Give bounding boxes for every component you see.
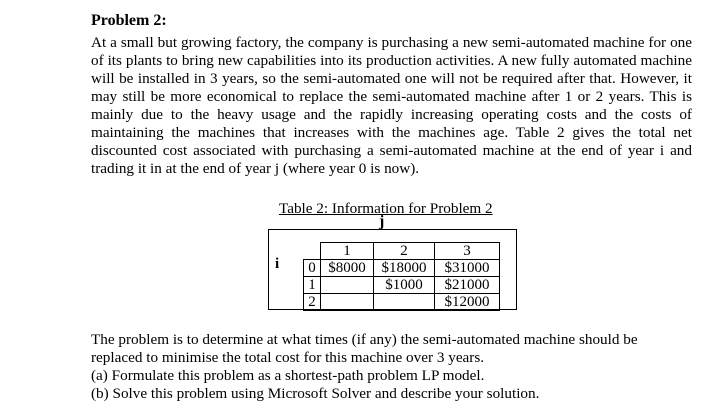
row-axis-label: i <box>275 256 280 272</box>
table-row <box>304 294 500 311</box>
table-cell: $31000 <box>435 260 500 277</box>
table-corner-cell <box>304 243 321 260</box>
table-cell: $18000 <box>374 260 435 277</box>
table-cell <box>321 277 374 294</box>
row-header: 0 <box>304 260 321 277</box>
table-cell: $8000 <box>321 260 374 277</box>
table-cell: $12000 <box>435 294 500 311</box>
table-caption: Table 2: Information for Problem 2 <box>279 200 493 217</box>
table-cell: $21000 <box>435 277 500 294</box>
problem-description: At a small but growing factory, the company is purchasing a new semi-automated machine for one of its plants to bring new capabilities into its production activities. A new fully automated machine will be installed in 3 years, so the semi-automated one will not be required after that. However, it may still be more economical to replace the semi-automated machine after 1 or 2 years. This is mainly due to the heavy usage and the rapidly increasing operating costs and the costs of maintaining the machines that increases with the machines age. Table 2 gives the total net discounted cost associated with purchasing a semi-automated machine at the end of year i and trading it in at the end of year j (where year 0 is now). <box>91 34 692 177</box>
column-axis-label: j <box>379 213 385 230</box>
table-cell <box>374 294 435 311</box>
problem-title: Problem 2: <box>91 12 167 29</box>
column-header: 1 <box>321 243 374 260</box>
row-header: 1 <box>304 277 321 294</box>
column-header: 2 <box>374 243 435 260</box>
cost-table <box>303 242 500 311</box>
row-header: 2 <box>304 294 321 311</box>
question-part-a: (a) Formulate this problem as a shortest-path problem LP model. <box>91 367 485 384</box>
table-row <box>304 260 500 277</box>
table-header-row <box>304 243 500 260</box>
table-row <box>304 277 500 294</box>
question-part-b: (b) Solve this problem using Microsoft Solver and describe your solution. <box>91 385 540 402</box>
table-cell: $1000 <box>374 277 435 294</box>
column-header: 3 <box>435 243 500 260</box>
table-cell <box>321 294 374 311</box>
closing-statement: The problem is to determine at what times (if any) the semi-automated machine should be replaced to minimise the total cost for this machine over 3 years. <box>91 331 638 366</box>
task-instructions <box>91 331 692 403</box>
